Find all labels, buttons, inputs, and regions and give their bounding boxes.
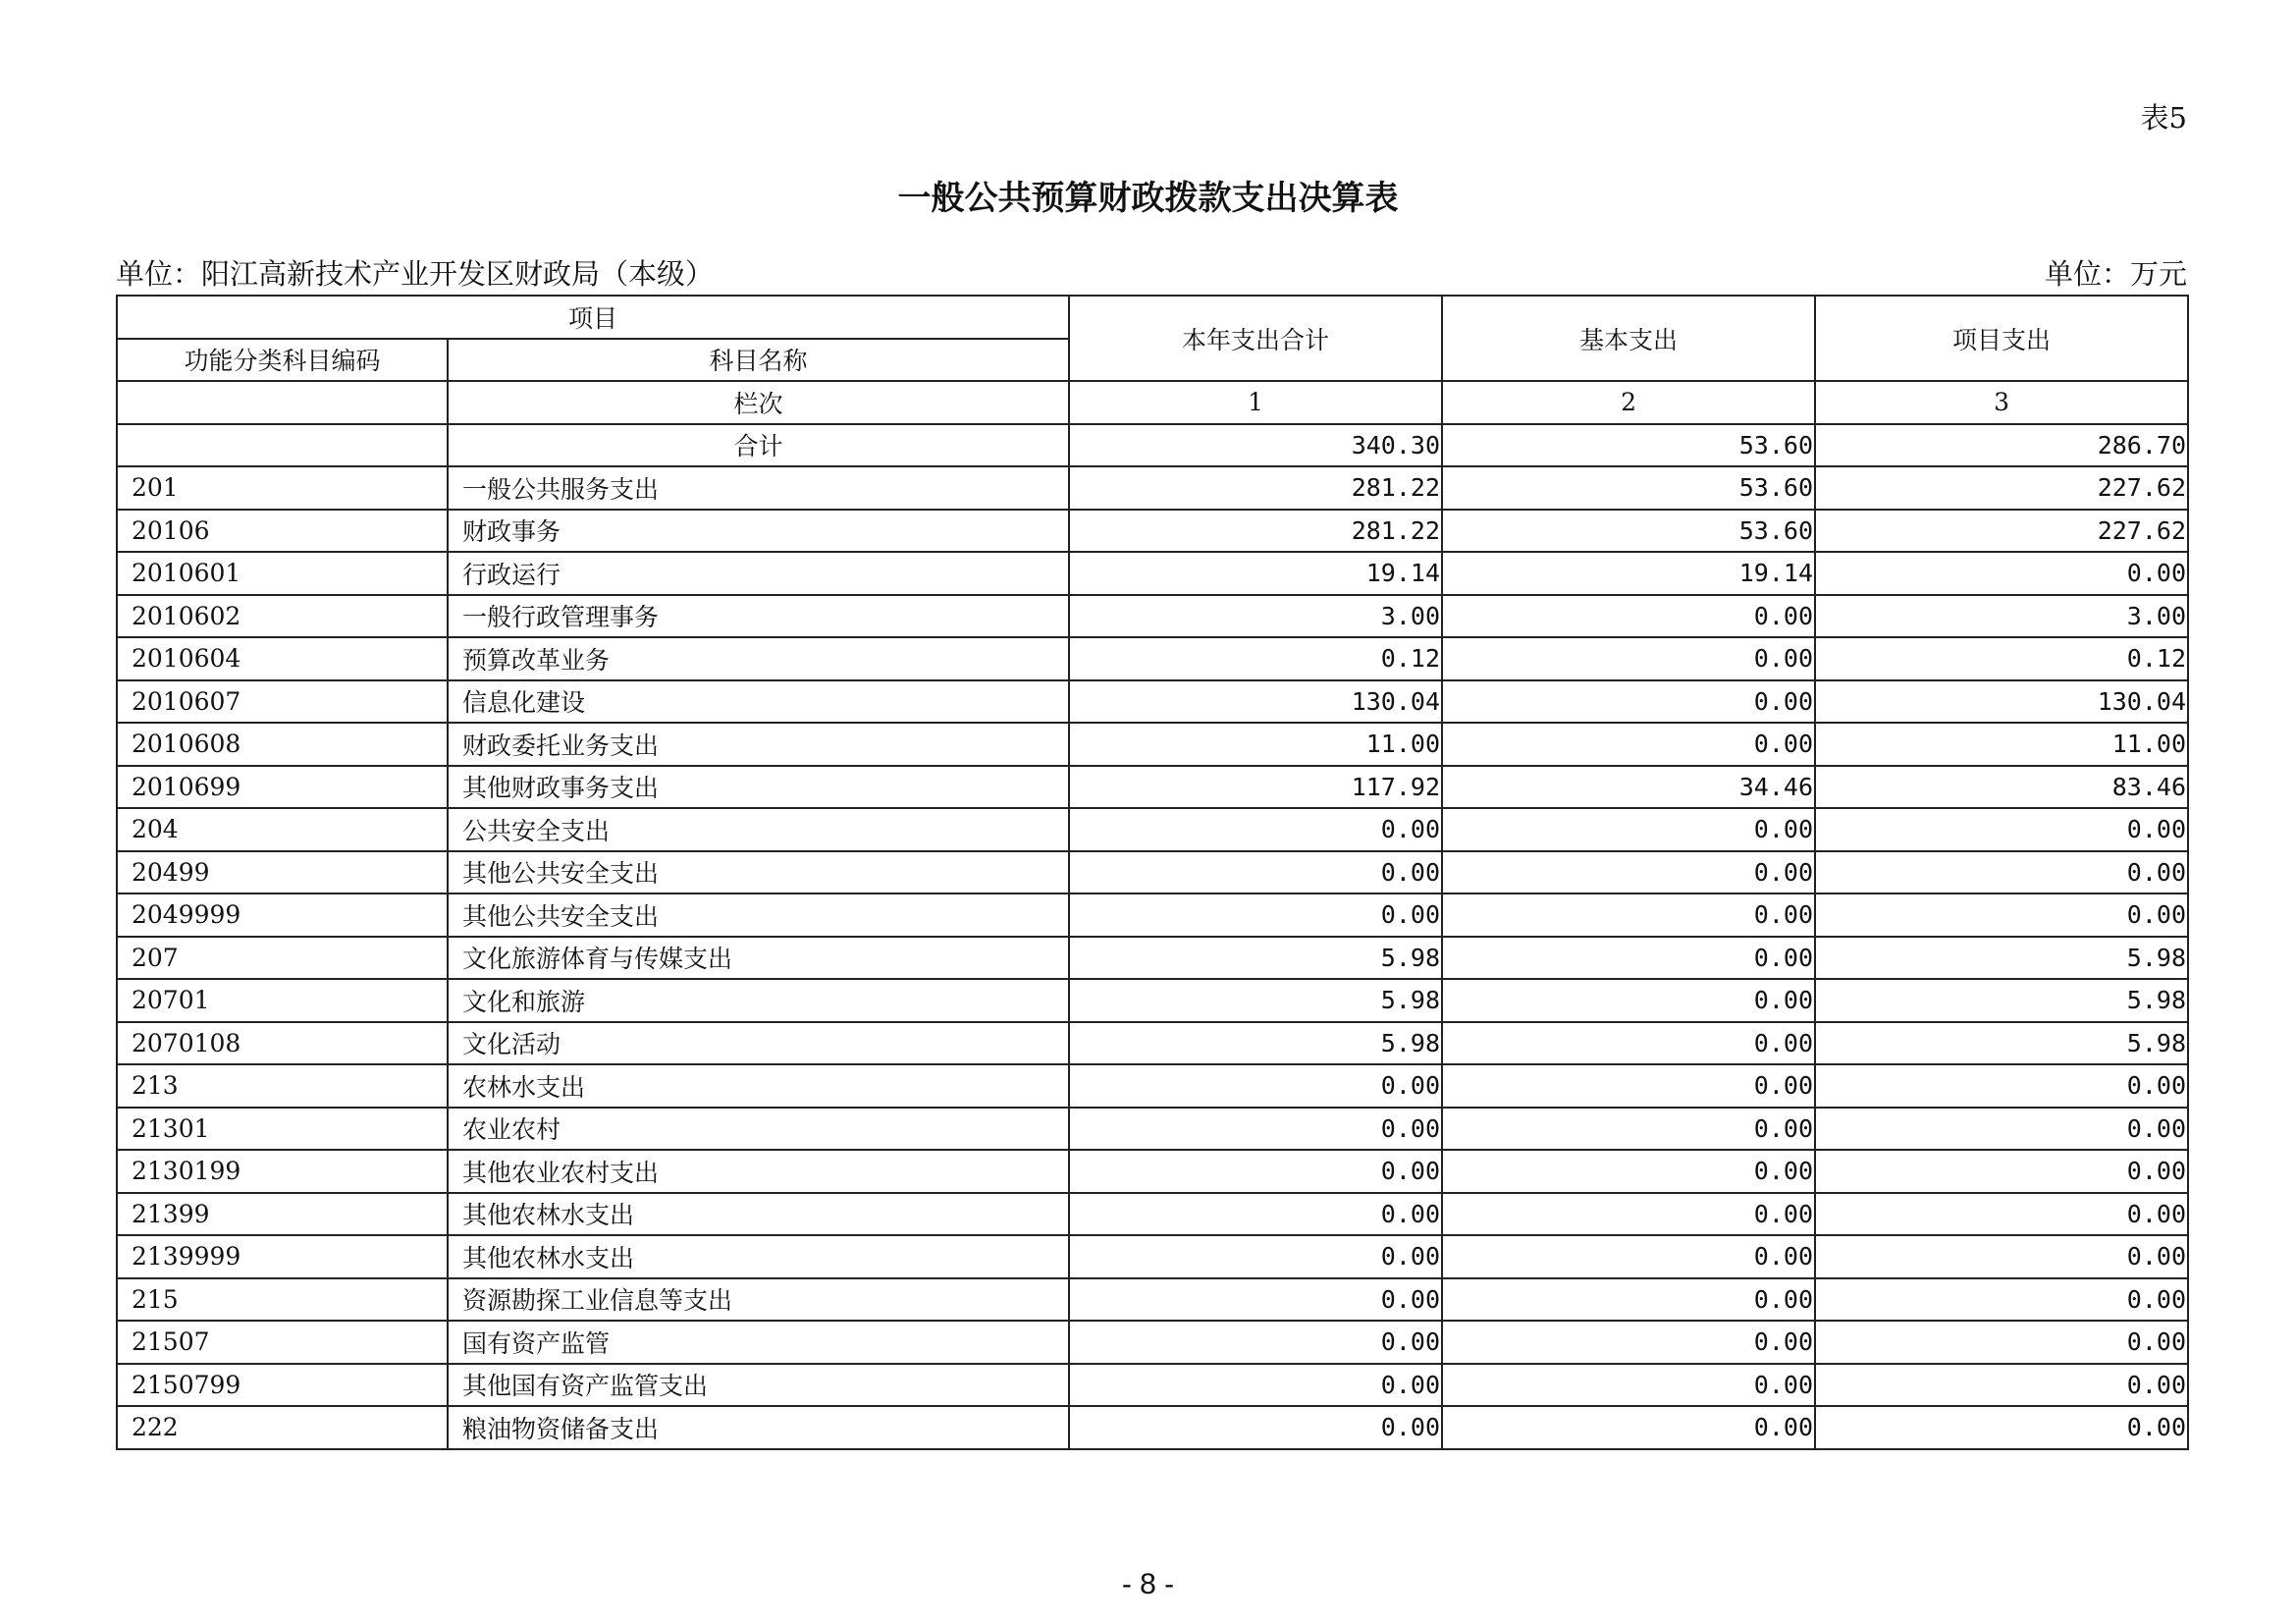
basic-expenditure-cell: 0.00 <box>1442 595 1815 638</box>
total-expenditure-cell: 11.00 <box>1069 723 1442 766</box>
basic-expenditure-cell: 0.00 <box>1442 1278 1815 1322</box>
table-row <box>117 1278 2188 1322</box>
subject-name: 文化活动 <box>448 1022 1069 1065</box>
subject-code: 2139999 <box>117 1235 448 1278</box>
table-row <box>117 466 2188 510</box>
subject-name: 文化和旅游 <box>448 979 1069 1022</box>
table-row <box>117 1406 2188 1449</box>
subject-code: 222 <box>117 1406 448 1449</box>
project-expenditure-cell: 0.00 <box>1815 893 2188 937</box>
table-row <box>117 937 2188 980</box>
total-expenditure-cell: 0.00 <box>1069 1064 1442 1108</box>
expenditure-table <box>116 295 2189 1450</box>
total-expenditure-cell: 0.00 <box>1069 851 1442 894</box>
basic-expenditure-cell: 0.00 <box>1442 1235 1815 1278</box>
subject-name: 其他农林水支出 <box>448 1235 1069 1278</box>
subject-name: 农林水支出 <box>448 1064 1069 1108</box>
total-expenditure-cell: 0.00 <box>1069 1235 1442 1278</box>
subject-name: 预算改革业务 <box>448 637 1069 680</box>
subject-name: 公共安全支出 <box>448 808 1069 851</box>
table-row <box>117 595 2188 638</box>
total-expenditure-cell: 130.04 <box>1069 680 1442 724</box>
table-row <box>117 1364 2188 1407</box>
subject-name: 一般公共服务支出 <box>448 466 1069 510</box>
subject-code: 2010602 <box>117 595 448 638</box>
total-expenditure-cell: 0.00 <box>1069 1150 1442 1193</box>
subject-code: 204 <box>117 808 448 851</box>
basic-expenditure-cell: 0.00 <box>1442 680 1815 724</box>
header-name: 科目名称 <box>448 339 1069 382</box>
header-project-expenditure: 项目支出 <box>1815 296 2188 381</box>
subject-name: 其他农业农村支出 <box>448 1150 1069 1193</box>
project-expenditure-cell: 0.00 <box>1815 1321 2188 1364</box>
basic-expenditure-cell: 0.00 <box>1442 1022 1815 1065</box>
subject-code: 201 <box>117 466 448 510</box>
header-code: 功能分类科目编码 <box>117 339 448 382</box>
basic-expenditure-cell: 0.00 <box>1442 893 1815 937</box>
subject-name: 一般行政管理事务 <box>448 595 1069 638</box>
project-expenditure-cell: 5.98 <box>1815 979 2188 1022</box>
table-row <box>117 766 2188 809</box>
page-title: 一般公共预算财政拨款支出决算表 <box>897 179 1399 218</box>
table-row <box>117 723 2188 766</box>
table-number: 表5 <box>2140 101 2187 135</box>
subject-code: 213 <box>117 1064 448 1108</box>
table-row <box>117 510 2188 553</box>
project-expenditure-cell: 0.00 <box>1815 1406 2188 1449</box>
project-expenditure-cell: 0.00 <box>1815 1364 2188 1407</box>
subject-name: 资源勘探工业信息等支出 <box>448 1278 1069 1322</box>
total-expenditure-cell: 5.98 <box>1069 937 1442 980</box>
basic-expenditure-cell: 53.60 <box>1442 466 1815 510</box>
basic-expenditure-cell: 0.00 <box>1442 851 1815 894</box>
total-expenditure-cell: 5.98 <box>1069 979 1442 1022</box>
basic-expenditure-cell: 53.60 <box>1442 510 1815 553</box>
subject-code: 2010608 <box>117 723 448 766</box>
header-project: 项目 <box>117 296 1069 339</box>
basic-expenditure-cell: 0.00 <box>1442 723 1815 766</box>
unit-organization: 单位：阳江高新技术产业开发区财政局（本级） <box>116 257 715 291</box>
subject-code: 2130199 <box>117 1150 448 1193</box>
subject-code: 21507 <box>117 1321 448 1364</box>
basic-expenditure-cell: 0.00 <box>1442 1193 1815 1236</box>
project-expenditure-cell: 11.00 <box>1815 723 2188 766</box>
subject-code: 20701 <box>117 979 448 1022</box>
basic-expenditure-cell: 34.46 <box>1442 766 1815 809</box>
total-expenditure-cell: 0.00 <box>1069 1278 1442 1322</box>
basic-expenditure-cell: 0.00 <box>1442 979 1815 1022</box>
subject-code: 2150799 <box>117 1364 448 1407</box>
total-row <box>117 424 2188 467</box>
total-expenditure-cell: 0.00 <box>1069 1108 1442 1151</box>
column-index: 2 <box>1442 381 1815 424</box>
page-number: - 8 - <box>1121 1568 1175 1600</box>
subject-code: 215 <box>117 1278 448 1322</box>
header-row <box>117 296 2188 339</box>
project-expenditure-cell: 130.04 <box>1815 680 2188 724</box>
project-expenditure-cell: 0.00 <box>1815 1064 2188 1108</box>
table-row <box>117 1235 2188 1278</box>
total-expenditure-cell: 0.00 <box>1069 808 1442 851</box>
subject-name: 其他公共安全支出 <box>448 851 1069 894</box>
basic-expenditure-cell: 19.14 <box>1442 552 1815 595</box>
subject-code: 2049999 <box>117 893 448 937</box>
column-index: 3 <box>1815 381 2188 424</box>
subject-code: 20499 <box>117 851 448 894</box>
table-row <box>117 808 2188 851</box>
project-expenditure-cell: 0.00 <box>1815 808 2188 851</box>
basic-expenditure-cell: 0.00 <box>1442 1064 1815 1108</box>
total-expenditure-cell: 3.00 <box>1069 595 1442 638</box>
subject-code: 2010699 <box>117 766 448 809</box>
basic-expenditure-cell: 0.00 <box>1442 637 1815 680</box>
subject-name: 信息化建设 <box>448 680 1069 724</box>
total-label: 合计 <box>448 424 1069 467</box>
subject-code: 20106 <box>117 510 448 553</box>
subject-name: 文化旅游体育与传媒支出 <box>448 937 1069 980</box>
project-expenditure-cell: 0.00 <box>1815 1193 2188 1236</box>
header-basic-expenditure: 基本支出 <box>1442 296 1815 381</box>
total-value: 53.60 <box>1442 424 1815 467</box>
total-expenditure-cell: 0.00 <box>1069 1193 1442 1236</box>
subject-name: 国有资产监管 <box>448 1321 1069 1364</box>
table-row <box>117 1150 2188 1193</box>
total-expenditure-cell: 0.00 <box>1069 1364 1442 1407</box>
total-expenditure-cell: 5.98 <box>1069 1022 1442 1065</box>
table-row <box>117 680 2188 724</box>
total-expenditure-cell: 0.12 <box>1069 637 1442 680</box>
table-row <box>117 1022 2188 1065</box>
header-total-expenditure: 本年支出合计 <box>1069 296 1442 381</box>
total-value: 340.30 <box>1069 424 1442 467</box>
total-expenditure-cell: 281.22 <box>1069 510 1442 553</box>
subject-name: 财政委托业务支出 <box>448 723 1069 766</box>
project-expenditure-cell: 0.12 <box>1815 637 2188 680</box>
project-expenditure-cell: 227.62 <box>1815 510 2188 553</box>
subject-code: 2010607 <box>117 680 448 724</box>
basic-expenditure-cell: 0.00 <box>1442 937 1815 980</box>
table-row <box>117 1108 2188 1151</box>
table-row <box>117 1064 2188 1108</box>
total-value: 286.70 <box>1815 424 2188 467</box>
table-row <box>117 1193 2188 1236</box>
subject-name: 农业农村 <box>448 1108 1069 1151</box>
subject-name: 财政事务 <box>448 510 1069 553</box>
project-expenditure-cell: 0.00 <box>1815 851 2188 894</box>
project-expenditure-cell: 0.00 <box>1815 1108 2188 1151</box>
empty-cell <box>117 381 448 424</box>
project-expenditure-cell: 0.00 <box>1815 1278 2188 1322</box>
unit-currency: 单位：万元 <box>2044 257 2187 291</box>
basic-expenditure-cell: 0.00 <box>1442 1108 1815 1151</box>
row-label: 栏次 <box>448 381 1069 424</box>
project-expenditure-cell: 0.00 <box>1815 1150 2188 1193</box>
subject-code: 2070108 <box>117 1022 448 1065</box>
subject-code: 21399 <box>117 1193 448 1236</box>
table-row <box>117 1321 2188 1364</box>
subject-code: 2010601 <box>117 552 448 595</box>
table-row <box>117 893 2188 937</box>
basic-expenditure-cell: 0.00 <box>1442 1406 1815 1449</box>
total-expenditure-cell: 117.92 <box>1069 766 1442 809</box>
table-row <box>117 637 2188 680</box>
total-expenditure-cell: 0.00 <box>1069 1406 1442 1449</box>
total-expenditure-cell: 0.00 <box>1069 893 1442 937</box>
project-expenditure-cell: 5.98 <box>1815 1022 2188 1065</box>
basic-expenditure-cell: 0.00 <box>1442 1364 1815 1407</box>
subject-name: 粮油物资储备支出 <box>448 1406 1069 1449</box>
subject-code: 207 <box>117 937 448 980</box>
column-index-row <box>117 381 2188 424</box>
subject-code: 2010604 <box>117 637 448 680</box>
subject-name: 其他国有资产监管支出 <box>448 1364 1069 1407</box>
basic-expenditure-cell: 0.00 <box>1442 1150 1815 1193</box>
subject-code: 21301 <box>117 1108 448 1151</box>
subject-name: 其他农林水支出 <box>448 1193 1069 1236</box>
column-index: 1 <box>1069 381 1442 424</box>
total-expenditure-cell: 19.14 <box>1069 552 1442 595</box>
total-expenditure-cell: 0.00 <box>1069 1321 1442 1364</box>
project-expenditure-cell: 0.00 <box>1815 552 2188 595</box>
empty-cell <box>117 424 448 467</box>
subject-name: 行政运行 <box>448 552 1069 595</box>
subject-name: 其他公共安全支出 <box>448 893 1069 937</box>
table-row <box>117 552 2188 595</box>
basic-expenditure-cell: 0.00 <box>1442 808 1815 851</box>
project-expenditure-cell: 0.00 <box>1815 1235 2188 1278</box>
table-row <box>117 979 2188 1022</box>
project-expenditure-cell: 3.00 <box>1815 595 2188 638</box>
project-expenditure-cell: 227.62 <box>1815 466 2188 510</box>
total-expenditure-cell: 281.22 <box>1069 466 1442 510</box>
project-expenditure-cell: 83.46 <box>1815 766 2188 809</box>
table-row <box>117 851 2188 894</box>
basic-expenditure-cell: 0.00 <box>1442 1321 1815 1364</box>
subject-name: 其他财政事务支出 <box>448 766 1069 809</box>
project-expenditure-cell: 5.98 <box>1815 937 2188 980</box>
